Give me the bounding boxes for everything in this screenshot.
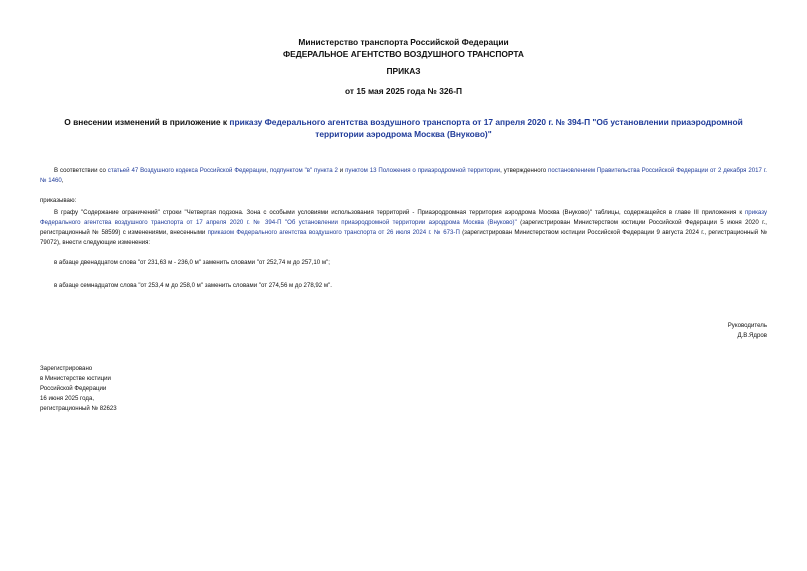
preamble-text-4: , утвержденного [500,167,549,174]
regulation-link[interactable]: пунктом 13 Положения о приаэродромной территории [345,167,501,174]
air-code-link[interactable]: статьей 47 Воздушного кодекса Российской Федерации [107,167,267,174]
preamble-text-5: , [61,177,64,184]
base-order-link[interactable]: приказу Федерального агентства воздушного транспорта от 17 апреля 2020 г. № 394-П "Об установлении приаэродромной территории аэродрома Москва (Внуково)" [40,209,767,226]
change-item-1: в абзаце двенадцатом слова "от 231,63 м - 236,0 м" заменить словами "от 252,74 м до 257,10 м"; [54,259,330,266]
main-paragraph [40,208,767,248]
registration-line-2: в Министерстве юстиции [40,375,111,382]
signature-name: Д.В.Ядров [737,332,767,339]
signature-block [728,321,767,341]
government-decree-link[interactable]: постановлением Правительства Российской Федерации от 2 декабря 2017 г. № 1460 [40,167,767,184]
registration-line-3: Российской Федерации [40,385,107,392]
main-text-2: (зарегистрирован Министерством юстиции Российской Федерации 5 июня 2020 г., регистрационный № 58599) с изменениями, внесенными [40,219,767,236]
document-subject [40,116,767,140]
registration-line-4: 16 июня 2025 года, [40,395,95,402]
signature-title: Руководитель [727,322,767,329]
preamble-text-3: и [337,167,346,174]
registration-line-5: регистрационный № 82623 [40,405,117,412]
registration-block [40,364,117,414]
subparagraph-link[interactable]: подпунктом "в" пункта 2 [269,167,338,174]
document-header [0,36,807,60]
subject-prefix: О внесении изменений в приложение к [64,117,230,127]
agency-name: ФЕДЕРАЛЬНОЕ АГЕНТСТВО ВОЗДУШНОГО ТРАНСПОРТА [283,49,524,59]
main-text-3: (зарегистрирован Министерством юстиции Российской Федерации 9 августа 2024 г., регистрационный № 79072), внести следующие изменения: [40,229,767,246]
subject-link[interactable]: приказу Федерального агентства воздушного транспорта от 17 апреля 2020 г. № 394-П "Об установлении приаэродромной территории аэродрома Москва (Внуково)" [229,117,743,139]
ministry-name: Министерство транспорта Российской Федерации [298,37,509,47]
amending-order-link[interactable]: приказом Федерального агентства воздушного транспорта от 26 июля 2024 г. № 673-П [207,229,460,236]
preamble-paragraph [40,166,767,186]
change-item-2: в абзаце семнадцатом слова "от 253,4 м до 258,0 м" заменить словами "от 274,56 м до 278,92 м". [54,282,332,289]
document-date: от 15 мая 2025 года № 326-П [344,86,463,96]
order-word: приказываю: [40,197,77,204]
preamble-text-1: В соответствии со [54,167,108,174]
registration-line-1: Зарегистрировано [40,365,93,372]
main-text-1: В графу "Содержание ограничений" строки "Четвертая подзона. Зона с особыми условиями использования территорий - Приаэродромная территория аэродрома Москва (Внуково)" таблицы, содержащейся в главе III приложения к [54,209,745,216]
document-type: ПРИКАЗ [386,66,421,76]
preamble-text-2: , [266,167,270,174]
